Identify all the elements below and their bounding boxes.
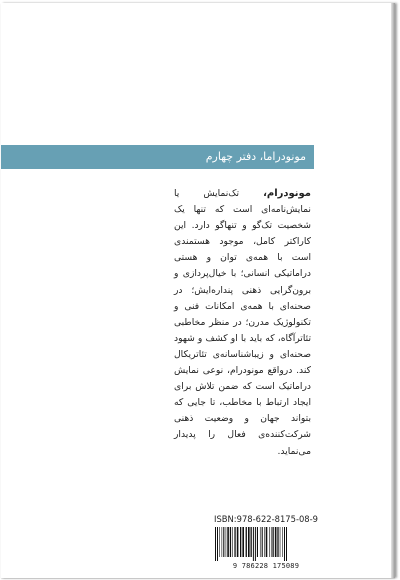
book-back-cover [1,3,395,578]
cover-edge-shadow [391,3,395,578]
barcode-digits: 9 786228 175089 [232,562,300,570]
series-band [1,145,314,169]
blurb-lead: مونودرام، [263,188,311,199]
isbn-label: ISBN:978-622-8175-08-9 [214,514,318,524]
blurb-text [174,186,311,460]
barcode-icon [213,527,319,561]
barcode [213,527,319,569]
blurb-body: تک‌نمایش یا نمایش‌نامه‌ای است که تنها یک شخصیت تک‌گو و تنهاگو دارد. این کاراکتر کامل، موجود هستمندی است با همه‌ی توان و هستی دراماتیکی انسانی؛ با خیال‌پردازی و برون‌گرایی ذهنی پنداره‌ایش؛ در صحنه‌ای با همه‌ی امکانات فنی و تکنولوژیک مدرن؛ در منظر مخاطبی تئاترآگاه، که باید با او کشف و شهود صحنه‌ای و زیباشناسانه‌ی تئاتریکال کند. درواقع مونودرام، نوعی نمایش دراماتیک است که ضمن تلاش برای ایجاد ارتباط با مخاطب، تا جایی که بتواند جهان و وضعیت ذهنی شرکت‌کننده‌ی فعال را پدیدار می‌نماید. [174,188,311,457]
series-label: مونودراما، دفتر چهارم [205,150,306,163]
